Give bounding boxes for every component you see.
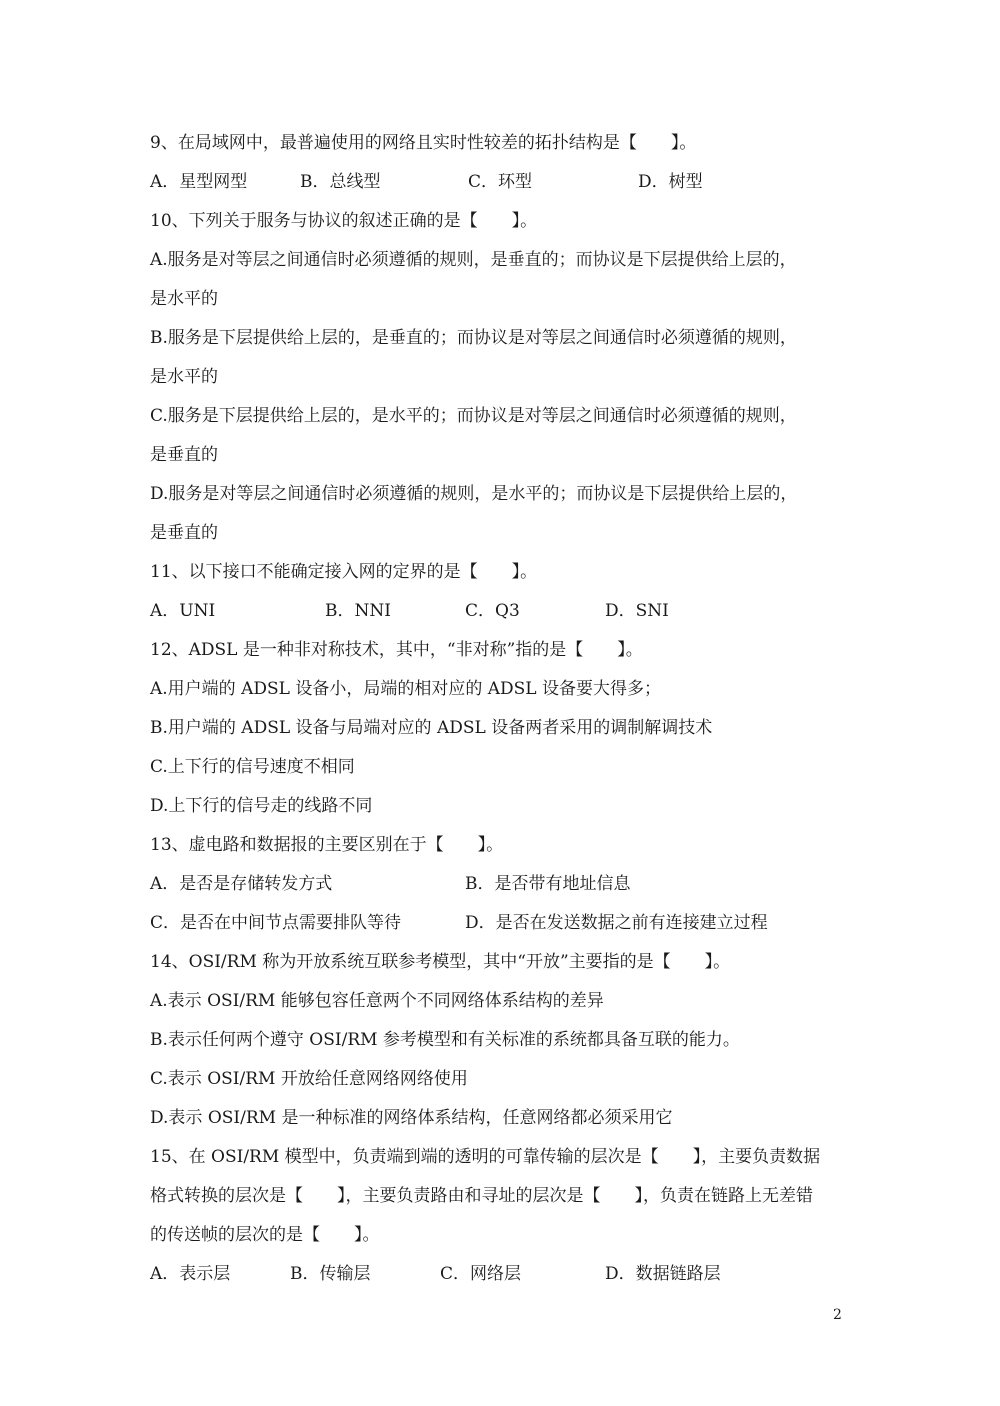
question-stem: 13、虚电路和数据报的主要区别在于【 】。 <box>150 835 504 855</box>
choice-d-line-2: 是垂直的 <box>150 523 218 543</box>
option-b: B．总线型 <box>300 172 381 192</box>
choice-b: B.表示任何两个遵守 OSI/RM 参考模型和有关标准的系统都具备互联的能力。 <box>150 1030 740 1050</box>
option-row-1 <box>150 865 850 904</box>
option-c: C．网络层 <box>440 1264 522 1284</box>
option-a: A．UNI <box>150 601 216 621</box>
option-c: C．环型 <box>468 172 533 192</box>
option-b: B．是否带有地址信息 <box>465 874 631 894</box>
exam-page <box>150 124 850 1294</box>
choice-c: C.表示 OSI/RM 开放给任意网络网络使用 <box>150 1069 468 1089</box>
option-d: D．SNI <box>605 601 669 621</box>
question-11 <box>150 553 850 631</box>
choice-c: C.上下行的信号速度不相同 <box>150 757 355 777</box>
question-12 <box>150 631 850 826</box>
option-row <box>150 1255 850 1294</box>
question-stem-line-2: 格式转换的层次是【 】，主要负责路由和寻址的层次是【 】，负责在链路上无差错 <box>150 1186 813 1206</box>
question-stem: 10、下列关于服务与协议的叙述正确的是【 】。 <box>150 211 538 231</box>
choice-a-line-2: 是水平的 <box>150 289 218 309</box>
question-stem: 9、在局域网中，最普遍使用的网络且实时性较差的拓扑结构是【 】。 <box>150 133 697 153</box>
question-15 <box>150 1138 850 1294</box>
choice-d: D.表示 OSI/RM 是一种标准的网络体系结构，任意网络都必须采用它 <box>150 1108 673 1128</box>
choice-d-line-1: D.服务是对等层之间通信时必须遵循的规则，是水平的；而协议是下层提供给上层的， <box>150 484 798 504</box>
option-a: A．表示层 <box>150 1264 231 1284</box>
option-a: A．星型网型 <box>150 172 248 192</box>
question-9 <box>150 124 850 202</box>
choice-a: A.用户端的 ADSL 设备小，局端的相对应的 ADSL 设备要大得多； <box>150 679 661 699</box>
choice-c-line-2: 是垂直的 <box>150 445 218 465</box>
question-stem: 11、以下接口不能确定接入网的定界的是【 】。 <box>150 562 538 582</box>
question-stem: 14、OSI/RM 称为开放系统互联参考模型，其中“开放”主要指的是【 】。 <box>150 952 731 972</box>
choice-a: A.表示 OSI/RM 能够包容任意两个不同网络体系结构的差异 <box>150 991 604 1011</box>
option-row <box>150 592 850 631</box>
choice-b-line-2: 是水平的 <box>150 367 218 387</box>
page-number: 2 <box>833 1307 842 1323</box>
option-row <box>150 163 850 202</box>
option-d: D．树型 <box>638 172 703 192</box>
option-row-2 <box>150 904 850 943</box>
choice-b: B.用户端的 ADSL 设备与局端对应的 ADSL 设备两者采用的调制解调技术 <box>150 718 713 738</box>
choice-b-line-1: B.服务是下层提供给上层的，是垂直的；而协议是对等层之间通信时必须遵循的规则， <box>150 328 797 348</box>
option-c: C．是否在中间节点需要排队等待 <box>150 913 402 933</box>
question-14 <box>150 943 850 1138</box>
option-a: A．是否是存储转发方式 <box>150 874 333 894</box>
question-stem-line-1: 15、在 OSI/RM 模型中，负责端到端的透明的可靠传输的层次是【 】，主要负责数据 <box>150 1147 821 1167</box>
question-stem-line-3: 的传送帧的层次的是【 】。 <box>150 1225 380 1245</box>
option-b: B．传输层 <box>290 1264 371 1284</box>
option-d: D．数据链路层 <box>605 1264 721 1284</box>
choice-a-line-1: A.服务是对等层之间通信时必须遵循的规则，是垂直的；而协议是下层提供给上层的， <box>150 250 797 270</box>
choice-c-line-1: C.服务是下层提供给上层的，是水平的；而协议是对等层之间通信时必须遵循的规则， <box>150 406 797 426</box>
option-d: D．是否在发送数据之前有连接建立过程 <box>465 913 768 933</box>
option-c: C．Q3 <box>465 601 520 621</box>
question-13 <box>150 826 850 943</box>
choice-d: D.上下行的信号走的线路不同 <box>150 796 373 816</box>
question-stem: 12、ADSL 是一种非对称技术，其中，“非对称”指的是【 】。 <box>150 640 643 660</box>
option-b: B．NNI <box>325 601 391 621</box>
question-10 <box>150 202 850 553</box>
